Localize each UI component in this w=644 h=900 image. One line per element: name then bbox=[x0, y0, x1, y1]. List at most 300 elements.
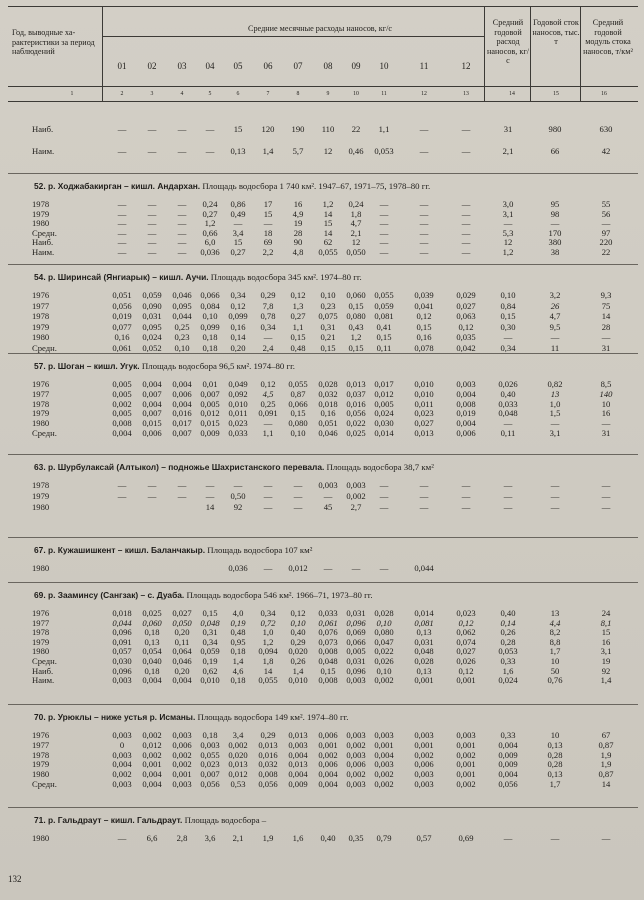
table-cell: 0,13 bbox=[547, 769, 563, 780]
table-cell: 0,027 bbox=[414, 418, 434, 429]
table-cell: 0,096 bbox=[346, 617, 366, 628]
table-cell: 16 bbox=[601, 636, 611, 647]
table-cell: 0,044 bbox=[112, 617, 132, 628]
table-cell: — bbox=[379, 502, 389, 512]
table-cell: 0,053 bbox=[498, 646, 518, 657]
table-cell: — bbox=[117, 199, 127, 209]
table-cell: 0,099 bbox=[200, 321, 220, 332]
table-cell: 66 bbox=[550, 146, 560, 156]
table-cell: 0,018 bbox=[318, 398, 338, 409]
table-cell: 0,005 bbox=[112, 408, 132, 419]
table-cell: 0,004 bbox=[172, 398, 192, 409]
table-cell: — bbox=[147, 199, 157, 209]
table-cell: 0,095 bbox=[172, 300, 192, 311]
table-cell: 0,003 bbox=[318, 480, 338, 490]
table-row bbox=[0, 563, 644, 574]
table-cell: 0,078 bbox=[414, 342, 434, 353]
table-cell: 0,032 bbox=[318, 388, 338, 399]
column-number: 12 bbox=[421, 91, 427, 97]
table-cell: 2,1 bbox=[232, 833, 244, 843]
table-cell: 15 bbox=[323, 218, 333, 228]
table-cell: 0,41 bbox=[376, 321, 392, 332]
table-cell: — bbox=[503, 491, 513, 501]
table-cell: — bbox=[177, 218, 187, 228]
table-cell: — bbox=[550, 218, 560, 228]
table-cell: — bbox=[550, 332, 560, 342]
table-cell: — bbox=[379, 199, 389, 209]
table-cell: 0,012 bbox=[288, 563, 308, 573]
table-cell: — bbox=[601, 502, 611, 512]
station-name: 57. р. Шоган – кишл. Угук. bbox=[34, 361, 140, 371]
table-cell: 1,8 bbox=[350, 208, 362, 219]
section-title bbox=[34, 545, 312, 555]
table-cell: — bbox=[147, 218, 157, 228]
table-cell: 0,009 bbox=[200, 428, 220, 438]
month-header-01: 01 bbox=[117, 61, 127, 71]
station-area: Площадь водосбора 107 км² bbox=[205, 545, 313, 555]
table-cell: 0,003 bbox=[346, 480, 366, 490]
table-cell: — bbox=[419, 480, 429, 490]
table-cell: 0,01 bbox=[202, 379, 218, 389]
table-cell: 0,023 bbox=[414, 408, 434, 419]
table-cell: 4,8 bbox=[292, 246, 304, 257]
table-cell: 0,076 bbox=[318, 627, 338, 638]
table-cell: 0,037 bbox=[346, 388, 366, 399]
table-cell: 0,011 bbox=[414, 398, 434, 409]
table-cell: 0,003 bbox=[112, 730, 132, 740]
table-cell: 0,095 bbox=[142, 321, 162, 332]
table-cell: 0,006 bbox=[456, 428, 476, 438]
table-cell: 0,12 bbox=[416, 311, 432, 321]
table-cell: 0,005 bbox=[374, 398, 394, 409]
table-header bbox=[0, 0, 644, 112]
page-number: 132 bbox=[8, 874, 22, 884]
table-cell: 0,003 bbox=[172, 779, 192, 789]
table-cell: — bbox=[293, 480, 303, 490]
table-cell: 19 bbox=[601, 656, 611, 666]
table-cell: 0,008 bbox=[318, 675, 338, 686]
table-cell: 0,030 bbox=[374, 418, 394, 429]
table-cell: 15 bbox=[233, 237, 243, 247]
table-cell: 0,13 bbox=[144, 636, 160, 647]
table-cell: 0,063 bbox=[456, 311, 476, 321]
table-cell: 120 bbox=[261, 124, 275, 134]
table-cell: — bbox=[379, 246, 389, 257]
table-cell: 0,006 bbox=[172, 739, 192, 750]
table-cell: 3,4 bbox=[232, 730, 244, 740]
table-cell: 0,40 bbox=[290, 627, 306, 638]
table-cell: 14 bbox=[323, 208, 333, 219]
table-cell: 0,024 bbox=[498, 675, 518, 686]
table-cell: 12 bbox=[323, 146, 333, 156]
table-cell: — bbox=[601, 418, 611, 429]
table-cell: 0,50 bbox=[230, 491, 246, 501]
row-label: Наиб. bbox=[32, 665, 54, 676]
table-cell: 4,7 bbox=[549, 311, 561, 321]
table-cell: 0,009 bbox=[288, 779, 308, 789]
table-cell: — bbox=[177, 208, 187, 219]
table-cell: 0,004 bbox=[112, 428, 132, 438]
table-cell: 0,055 bbox=[374, 290, 394, 300]
table-cell: 14 bbox=[205, 502, 215, 512]
table-cell: 56 bbox=[601, 208, 611, 219]
table-cell: 0,014 bbox=[374, 428, 394, 438]
table-cell: 0,008 bbox=[258, 769, 278, 780]
table-cell: 0,003 bbox=[288, 739, 308, 750]
table-cell: 0,066 bbox=[200, 290, 220, 300]
table-cell: 0,060 bbox=[142, 617, 162, 628]
table-cell: 0,18 bbox=[144, 627, 160, 638]
table-cell: 0,018 bbox=[112, 608, 132, 618]
table-cell: 4,9 bbox=[292, 208, 304, 219]
table-cell: 1,1 bbox=[292, 321, 304, 332]
table-cell: 90 bbox=[293, 237, 303, 247]
table-cell: 0,002 bbox=[172, 759, 192, 770]
table-cell: 0,077 bbox=[112, 321, 132, 332]
table-cell: 0,061 bbox=[318, 617, 338, 628]
table-cell: 3,4 bbox=[232, 227, 244, 238]
table-cell: — bbox=[461, 491, 471, 501]
table-cell: 0,001 bbox=[142, 759, 162, 770]
table-cell: 0,007 bbox=[172, 428, 192, 438]
table-cell: 0,006 bbox=[142, 428, 162, 438]
table-cell: 97 bbox=[601, 227, 611, 238]
table-cell: 0,002 bbox=[346, 491, 366, 501]
table-cell: — bbox=[461, 146, 471, 156]
table-cell: 0,79 bbox=[376, 833, 392, 843]
table-cell: 0,004 bbox=[498, 769, 518, 780]
table-cell: 22 bbox=[351, 124, 361, 134]
row-label: 1979 bbox=[32, 408, 50, 419]
table-cell: 0,16 bbox=[320, 408, 336, 419]
table-cell: 0,002 bbox=[318, 749, 338, 760]
table-cell: 0,10 bbox=[202, 311, 218, 321]
table-cell: — bbox=[351, 563, 361, 573]
table-cell: 0,33 bbox=[500, 656, 516, 666]
table-cell: 0,40 bbox=[500, 388, 516, 399]
table-row bbox=[0, 290, 644, 301]
table-cell: 0,010 bbox=[200, 675, 220, 686]
table-cell: 16 bbox=[293, 199, 303, 209]
table-cell: 0,056 bbox=[200, 779, 220, 789]
table-cell: 1,9 bbox=[262, 833, 274, 843]
table-cell: 0,12 bbox=[458, 321, 474, 332]
table-cell: — bbox=[461, 208, 471, 219]
table-cell: 0,002 bbox=[456, 779, 476, 789]
table-cell: 0,075 bbox=[318, 311, 338, 321]
table-cell: 0,95 bbox=[230, 636, 246, 647]
table-cell: 1,1 bbox=[262, 428, 274, 438]
table-cell: 0,76 bbox=[547, 675, 563, 686]
table-cell: 95 bbox=[550, 199, 560, 209]
table-cell: 28 bbox=[293, 227, 303, 238]
table-cell: — bbox=[117, 124, 127, 134]
table-cell: — bbox=[177, 246, 187, 257]
table-cell: 0,87 bbox=[598, 769, 614, 780]
table-cell: 4,6 bbox=[232, 665, 244, 676]
table-cell: — bbox=[550, 480, 560, 490]
column-number: 13 bbox=[463, 91, 469, 97]
station-name: 67. р. Кужашишкент – кишл. Баланчакыр. bbox=[34, 545, 206, 555]
table-cell: 0,40 bbox=[500, 608, 516, 618]
table-cell: 0,004 bbox=[142, 398, 162, 409]
table-cell: 0,34 bbox=[260, 321, 276, 332]
table-cell: — bbox=[503, 218, 513, 228]
table-cell: — bbox=[205, 480, 215, 490]
table-cell: 0,024 bbox=[142, 332, 162, 342]
table-cell: 0,15 bbox=[290, 332, 306, 342]
month-header-08: 08 bbox=[323, 61, 333, 71]
station-area: Площадь водосбора 546 км². 1966–71, 1973–80 гг. bbox=[184, 590, 373, 600]
table-cell: 0,020 bbox=[288, 646, 308, 657]
row-label: 1976 bbox=[32, 290, 50, 300]
header-year-label: Год, выводные ха-рактеристики за период наблюдений bbox=[12, 28, 95, 56]
table-cell: 13 bbox=[550, 608, 560, 618]
table-cell: 0,050 bbox=[346, 246, 366, 257]
table-cell: 0,002 bbox=[374, 769, 394, 780]
table-cell: 1,5 bbox=[549, 408, 561, 419]
table-cell: — bbox=[205, 491, 215, 501]
table-row bbox=[0, 146, 644, 157]
table-cell: — bbox=[177, 146, 187, 156]
table-cell: — bbox=[461, 218, 471, 228]
table-cell: 0,027 bbox=[456, 646, 476, 657]
table-cell: 92 bbox=[233, 502, 243, 512]
row-label: 1977 bbox=[32, 739, 50, 750]
column-number: 14 bbox=[509, 91, 515, 97]
month-header-10: 10 bbox=[379, 61, 389, 71]
table-cell: 0,40 bbox=[320, 833, 336, 843]
table-cell: 0,15 bbox=[348, 342, 364, 353]
table-cell: 2,1 bbox=[350, 227, 362, 238]
month-header-05: 05 bbox=[233, 61, 243, 71]
table-cell: 0,023 bbox=[200, 759, 220, 770]
table-cell: 0,15 bbox=[320, 665, 336, 676]
table-cell: — bbox=[419, 124, 429, 134]
table-cell: 0,050 bbox=[172, 617, 192, 628]
header-avg-annual: Средний годовой расход наносов, кг/с bbox=[487, 18, 529, 65]
table-cell: 0,056 bbox=[112, 300, 132, 311]
station-area: Площадь водосбора 1 740 км². 1947–67, 1971–75, 1978–80 гг. bbox=[200, 181, 431, 191]
table-cell: 11 bbox=[550, 342, 560, 353]
table-cell: 0,007 bbox=[142, 388, 162, 399]
table-cell: 0,30 bbox=[500, 321, 516, 332]
table-cell: 0,090 bbox=[142, 300, 162, 311]
table-cell: 0,036 bbox=[228, 563, 248, 573]
table-cell: 0,004 bbox=[142, 379, 162, 389]
table-cell: — bbox=[147, 237, 157, 247]
table-cell: 0,051 bbox=[112, 290, 132, 300]
table-cell: — bbox=[147, 491, 157, 501]
table-cell: 0,25 bbox=[260, 398, 276, 409]
table-cell: 0,012 bbox=[228, 769, 248, 780]
table-cell: 0,056 bbox=[258, 779, 278, 789]
table-cell: 4,4 bbox=[549, 617, 561, 628]
table-cell: 0,010 bbox=[414, 388, 434, 399]
table-cell: — bbox=[461, 237, 471, 247]
table-cell: 0,002 bbox=[112, 398, 132, 409]
table-cell: — bbox=[117, 146, 127, 156]
table-cell: 0,009 bbox=[498, 749, 518, 760]
table-cell: 0,080 bbox=[346, 311, 366, 321]
table-cell: 8,5 bbox=[600, 379, 612, 389]
table-cell: — bbox=[550, 833, 560, 843]
table-cell: 62 bbox=[323, 237, 333, 247]
table-cell: 0,025 bbox=[346, 428, 366, 438]
table-cell: — bbox=[461, 124, 471, 134]
table-cell: 26 bbox=[550, 300, 560, 311]
table-cell: 0,023 bbox=[228, 418, 248, 429]
table-cell: 0,003 bbox=[374, 730, 394, 740]
table-row bbox=[0, 502, 644, 513]
table-cell: — bbox=[177, 199, 187, 209]
table-cell: — bbox=[263, 563, 273, 573]
table-cell: — bbox=[147, 227, 157, 238]
table-cell: 0,080 bbox=[288, 418, 308, 429]
table-cell: 0,003 bbox=[200, 739, 220, 750]
table-cell: 3,6 bbox=[204, 833, 216, 843]
table-cell: 0,11 bbox=[174, 636, 190, 647]
table-cell: 0,16 bbox=[230, 321, 246, 332]
month-header-07: 07 bbox=[293, 61, 303, 71]
table-cell: — bbox=[419, 246, 429, 257]
table-cell: 140 bbox=[599, 388, 613, 399]
section-title bbox=[34, 361, 295, 371]
table-cell: 0,12 bbox=[290, 608, 306, 618]
table-cell: 3,0 bbox=[502, 199, 514, 209]
table-cell: 0,004 bbox=[374, 749, 394, 760]
table-cell: 0,004 bbox=[142, 769, 162, 780]
table-cell: 0,020 bbox=[228, 749, 248, 760]
table-cell: 0,28 bbox=[547, 749, 563, 760]
table-cell: 15 bbox=[601, 627, 611, 638]
header-monthly-label: Средние месячные расходы наносов, кг/с bbox=[247, 24, 393, 33]
table-cell: 0,34 bbox=[202, 636, 218, 647]
table-cell: 0,34 bbox=[230, 290, 246, 300]
table-cell: 0,15 bbox=[500, 311, 516, 321]
row-label: Средн. bbox=[32, 779, 57, 789]
row-label: Наим. bbox=[32, 246, 55, 257]
row-label: 1980 bbox=[32, 502, 50, 512]
table-cell: 8,8 bbox=[549, 636, 561, 647]
table-cell: — bbox=[550, 502, 560, 512]
table-cell: 0,006 bbox=[172, 388, 192, 399]
table-cell: 0,002 bbox=[414, 749, 434, 760]
table-cell: 0,041 bbox=[414, 300, 434, 311]
column-number: 11 bbox=[381, 91, 387, 97]
table-cell: 2,4 bbox=[262, 342, 274, 353]
table-cell: 3,1 bbox=[502, 208, 514, 219]
table-cell: 0,006 bbox=[414, 759, 434, 770]
table-cell: 0,11 bbox=[500, 428, 516, 438]
station-name: 71. р. Гальдраут – кишл. Гальдраут. bbox=[34, 815, 183, 825]
month-header-03: 03 bbox=[177, 61, 187, 71]
table-cell: 0,43 bbox=[348, 321, 364, 332]
table-cell: — bbox=[117, 246, 127, 257]
column-number: 5 bbox=[208, 91, 212, 97]
table-cell: 0,026 bbox=[374, 656, 394, 666]
table-cell: 0,059 bbox=[374, 300, 394, 311]
table-cell: — bbox=[117, 833, 127, 843]
table-cell: 0,13 bbox=[416, 627, 432, 638]
table-cell: 0,014 bbox=[414, 608, 434, 618]
row-label: 1978 bbox=[32, 199, 50, 209]
table-cell: — bbox=[503, 502, 513, 512]
table-cell: 220 bbox=[599, 237, 613, 247]
table-cell: 0,003 bbox=[112, 779, 132, 789]
table-cell: 1,4 bbox=[262, 146, 274, 156]
table-cell: — bbox=[293, 491, 303, 501]
table-cell: — bbox=[117, 218, 127, 228]
table-cell: 0,18 bbox=[230, 646, 246, 657]
column-number: 2 bbox=[120, 91, 124, 97]
table-cell: — bbox=[379, 227, 389, 238]
table-cell: 0,012 bbox=[200, 408, 220, 419]
column-number: 4 bbox=[180, 91, 184, 97]
column-number: 16 bbox=[601, 91, 607, 97]
table-cell: 16 bbox=[601, 408, 611, 419]
table-cell: 0,12 bbox=[260, 379, 276, 389]
table-cell: 0,096 bbox=[112, 665, 132, 676]
table-cell: 0,062 bbox=[456, 627, 476, 638]
row-label: 1977 bbox=[32, 300, 50, 311]
table-cell: 0,78 bbox=[260, 311, 276, 321]
table-cell: 17 bbox=[263, 199, 273, 209]
table-cell: 0,002 bbox=[142, 730, 162, 740]
row-label: Наим. bbox=[32, 146, 55, 156]
table-cell: 0,040 bbox=[142, 656, 162, 666]
table-cell: 0,042 bbox=[456, 342, 476, 353]
table-cell: — bbox=[379, 480, 389, 490]
row-label: 1978 bbox=[32, 749, 50, 760]
month-header-04: 04 bbox=[205, 61, 215, 71]
table-cell: 0,003 bbox=[456, 730, 476, 740]
table-cell: 1,0 bbox=[262, 627, 274, 638]
table-cell: 0,031 bbox=[142, 311, 162, 321]
table-cell: 0,004 bbox=[456, 388, 476, 399]
table-row bbox=[0, 322, 644, 333]
table-cell: 0,053 bbox=[374, 146, 394, 156]
table-cell: 0,002 bbox=[374, 779, 394, 789]
table-cell: — bbox=[263, 491, 273, 501]
table-cell: 0,20 bbox=[174, 665, 190, 676]
table-cell: 18 bbox=[263, 227, 273, 238]
table-cell: 0,15 bbox=[320, 342, 336, 353]
table-cell: — bbox=[550, 418, 560, 429]
table-cell: 0,013 bbox=[346, 379, 366, 389]
table-cell: 0,10 bbox=[376, 617, 392, 628]
table-cell: — bbox=[379, 218, 389, 228]
table-cell: — bbox=[117, 208, 127, 219]
table-cell: 0,008 bbox=[318, 646, 338, 657]
table-cell: — bbox=[117, 227, 127, 238]
table-cell: 0,34 bbox=[500, 342, 516, 353]
table-cell: 0,20 bbox=[174, 627, 190, 638]
table-cell: 0,27 bbox=[290, 311, 306, 321]
table-cell: 0,49 bbox=[230, 208, 246, 219]
table-cell: 0,15 bbox=[348, 300, 364, 311]
table-cell: 15 bbox=[263, 208, 273, 219]
table-cell: 0,11 bbox=[376, 342, 392, 353]
month-header-06: 06 bbox=[263, 61, 273, 71]
table-cell: 0,073 bbox=[318, 636, 338, 647]
row-label: 1979 bbox=[32, 491, 50, 501]
row-label: 1979 bbox=[32, 208, 50, 219]
station-area: Площадь водосбора 345 км². 1974–80 гг. bbox=[208, 272, 362, 282]
table-cell: 0,069 bbox=[346, 627, 366, 638]
table-cell: — bbox=[461, 199, 471, 209]
table-cell: — bbox=[601, 491, 611, 501]
